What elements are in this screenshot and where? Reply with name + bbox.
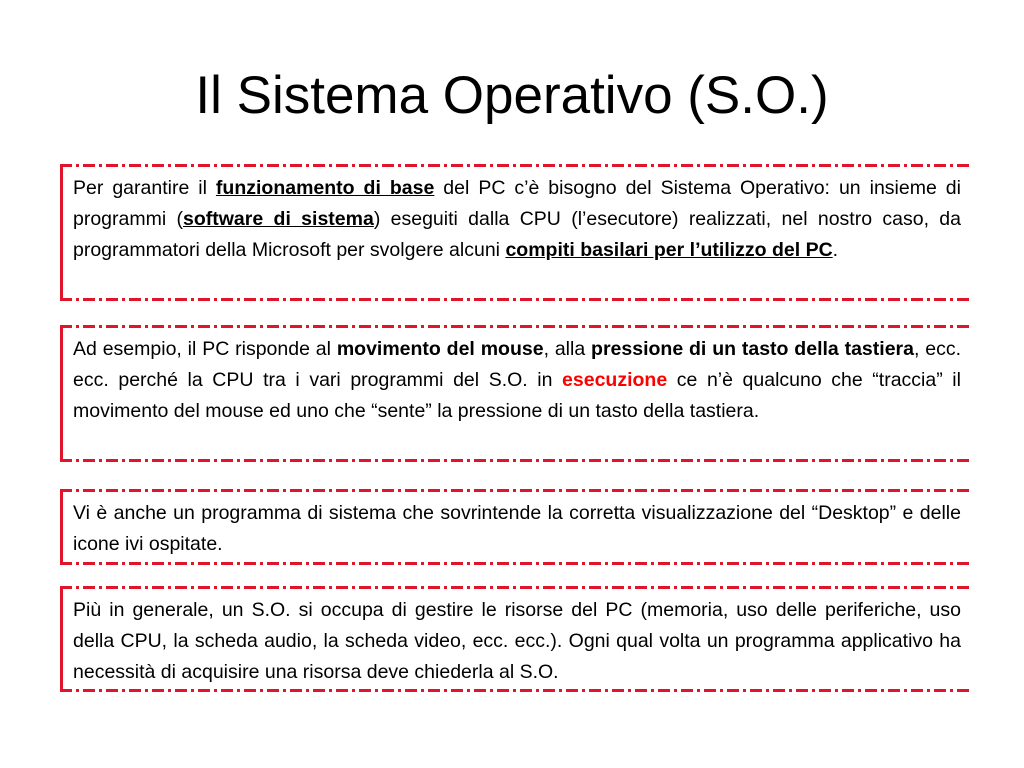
text-segment: ce n’è qualcuno che “traccia” il movimento del mouse ed uno che “sente” la pressione di un tasto della tastiera. bbox=[73, 369, 961, 422]
text-segment: Ad esempio, il PC risponde al bbox=[73, 338, 337, 360]
text-box-desktop bbox=[60, 489, 973, 565]
text-box-base-functioning bbox=[60, 164, 973, 301]
text-segment-emphasis: software di sistema bbox=[183, 208, 374, 230]
text-segment: , alla bbox=[543, 338, 592, 360]
text-segment: del PC c’è bisogno del Sistema Operativo: un insieme di programmi ( bbox=[73, 177, 961, 230]
text-segment-highlight: esecuzione bbox=[562, 369, 668, 391]
text-segment: Più in generale, un S.O. si occupa di gestire le risorse del PC (memoria, uso delle periferiche, uso della CPU, la scheda audio, la scheda video, ecc. ecc.). Ogni qual volta un programma applicativo ha necessità di acquisire una risorsa deve chiederla al S.O. bbox=[73, 599, 961, 683]
text-segment-bold: movimento del mouse bbox=[336, 338, 544, 360]
text-segment-emphasis: compiti basilari per l’utilizzo del PC bbox=[505, 239, 833, 261]
text-segment-bold: pressione di un tasto della tastiera bbox=[591, 338, 914, 360]
text-segment: Per garantire il bbox=[73, 177, 216, 199]
text-box-resources bbox=[60, 586, 973, 692]
text-segment-emphasis: funzionamento di base bbox=[215, 177, 435, 199]
text-segment: Vi è anche un programma di sistema che sovrintende la corretta visualizzazione del “Desktop” e delle icone ivi ospitate. bbox=[73, 502, 961, 555]
text-box-example bbox=[60, 325, 973, 462]
text-segment: ) eseguiti dalla CPU (l’esecutore) realizzati, nel nostro caso, da programmatori della Microsoft per svolgere alcuni bbox=[73, 208, 961, 261]
text-segment: , ecc. ecc. perché la CPU tra i vari programmi del S.O. in bbox=[73, 338, 962, 391]
slide-title: Il Sistema Operativo (S.O.) bbox=[195, 66, 829, 125]
text-segment: . bbox=[832, 239, 839, 261]
